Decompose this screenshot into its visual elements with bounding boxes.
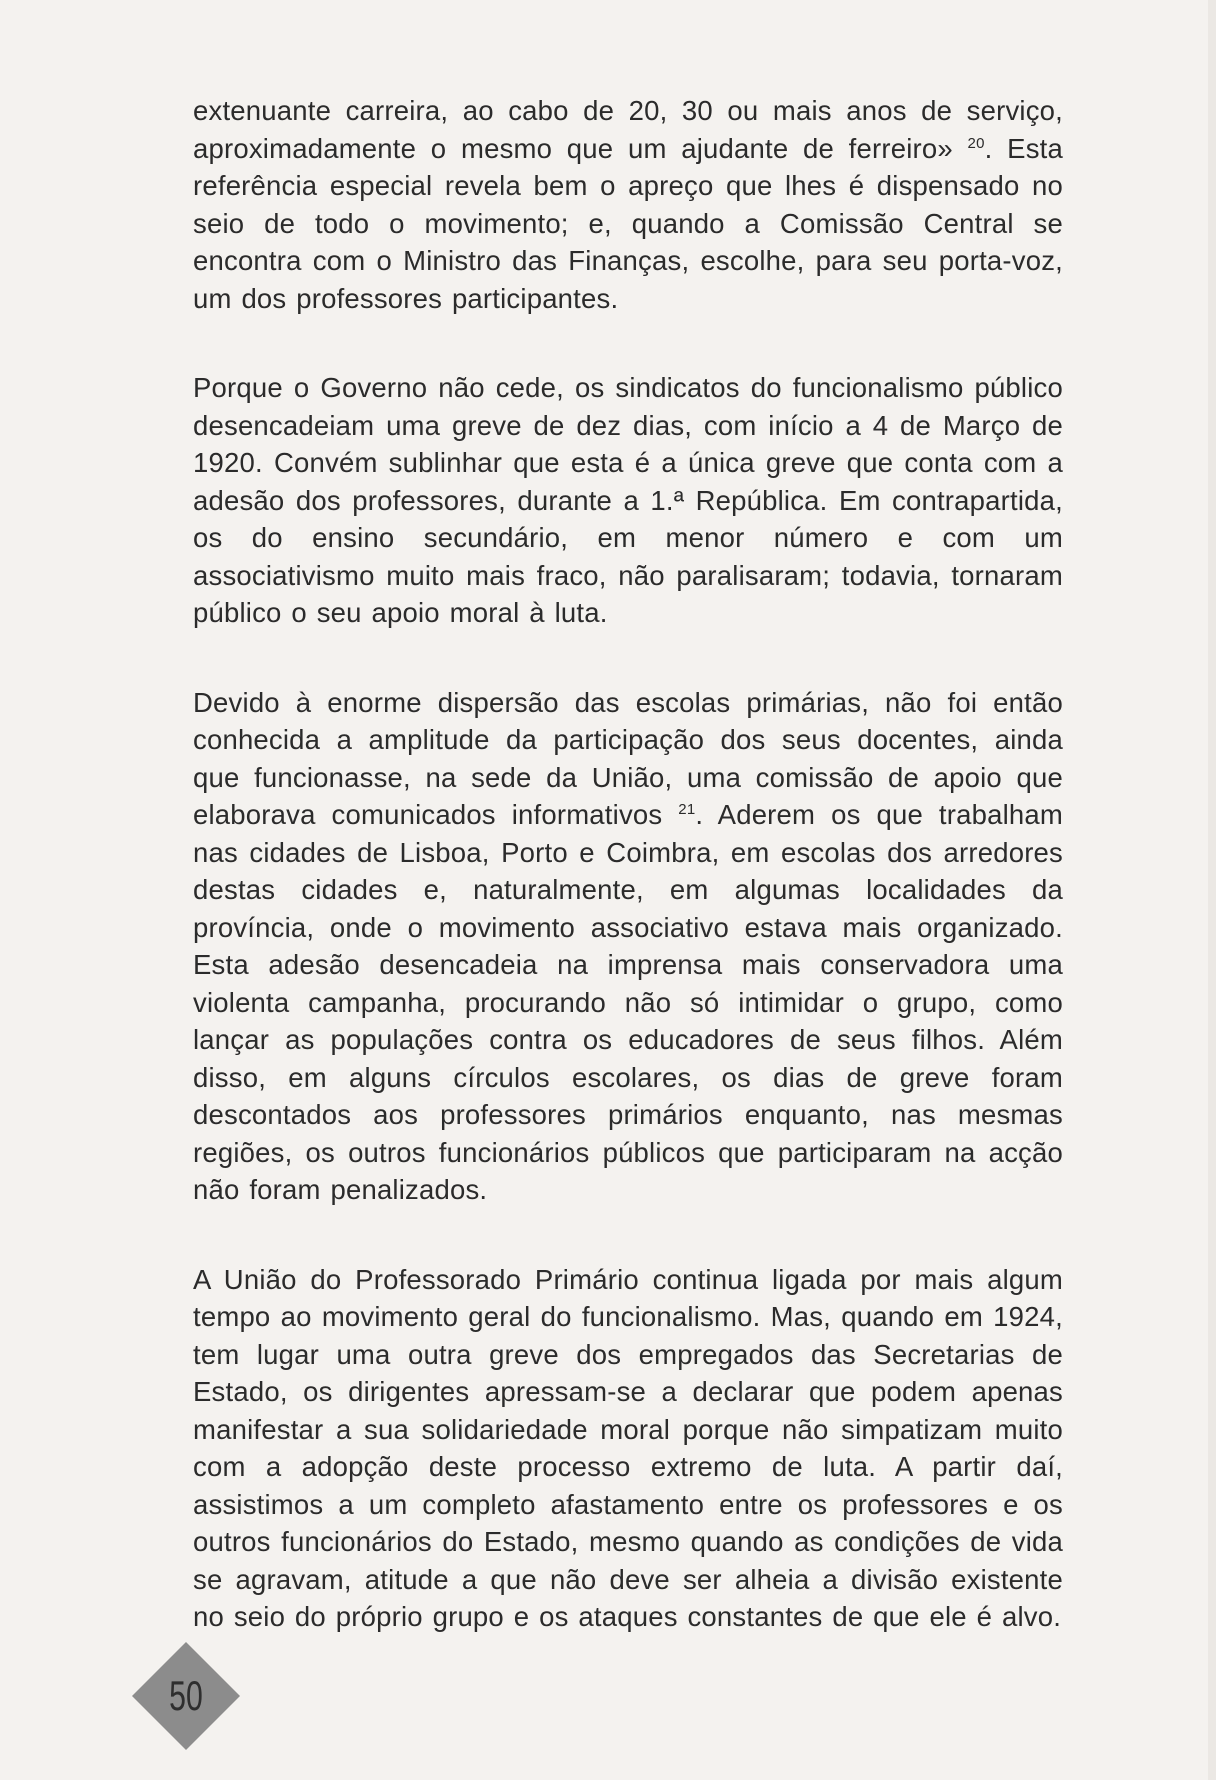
page-edge bbox=[1208, 0, 1216, 1780]
page-number: 50 bbox=[169, 1672, 203, 1719]
paragraph-4: A União do Professorado Primário continua ligada por mais algum tempo ao movimento geral do funcionalismo. Mas, quando em 1924, tem lugar uma outra greve dos empregados das Secretarias de Estado, os dirigentes apressam-se a declarar que podem apenas manifestar a sua solidariedade moral porque não simpatizam muito com a adopção deste processo extremo de luta. A partir daí, assistimos a um completo afastamento entre os professores e os outros funcionários do Estado, mesmo quando as condições de vida se agravam, atitude a que não deve ser alheia a divisão existente no seio do próprio grupo e os ataques constantes de que ele é alvo. bbox=[193, 1263, 1063, 1632]
footnote-ref-21[interactable]: 21 bbox=[678, 800, 696, 818]
paragraph-1-text-before: extenuante carreira, ao cabo de 20, 30 ou mais anos de serviço, aproximadamente o mesmo que um ajudante de ferreiro» bbox=[193, 95, 1063, 164]
footnote-ref-20[interactable]: 20 bbox=[967, 134, 985, 152]
paragraph-3-text-before: Devido à enorme dispersão das escolas primárias, não foi então conhecida a amplitude da participação dos seus docentes, ainda que funcionasse, na sede da União, uma comissão de apoio que elaborava comunicados informativos bbox=[193, 686, 1063, 830]
body-text bbox=[193, 92, 1063, 1688]
paragraph-1 bbox=[193, 92, 1063, 317]
page-number-badge bbox=[130, 1640, 242, 1752]
paragraph-1-text-after: . Esta referência especial revela bem o apreço que lhes é dispensado no seio de todo o movimento; e, quando a Comissão Central se encontra com o Ministro das Finanças, escolhe, para seu porta-voz, um dos professores participantes. bbox=[193, 132, 1063, 314]
paragraph-3-text-after: . Aderem os que trabalham nas cidades de Lisboa, Porto e Coimbra, em escolas dos arredores destas cidades e, naturalmente, em algumas localidades da província, onde o movimento associativo estava mais organizado. Esta adesão desencadeia na imprensa mais conservadora uma violenta campanha, procurando não só intimidar o grupo, como lançar as populações contra os educadores de seus filhos. Além disso, em alguns círculos escolares, os dias de greve foram descontados aos professores primários enquanto, nas mesmas regiões, os outros funcionários públicos que participaram na acção não foram penalizados. bbox=[193, 799, 1063, 1205]
paragraph-2: Porque o Governo não cede, os sindicatos do funcionalismo público desencadeiam uma greve de dez dias, com início a 4 de Março de 1920. Convém sublinhar que esta é a única greve que conta com a adesão dos professores, durante a 1.ª República. Em contrapartida, os do ensino secundário, em menor número e com um associativismo muito mais fraco, não paralisaram; todavia, tornaram público o seu apoio moral à luta. bbox=[193, 372, 1063, 628]
paragraph-3 bbox=[193, 684, 1063, 1209]
